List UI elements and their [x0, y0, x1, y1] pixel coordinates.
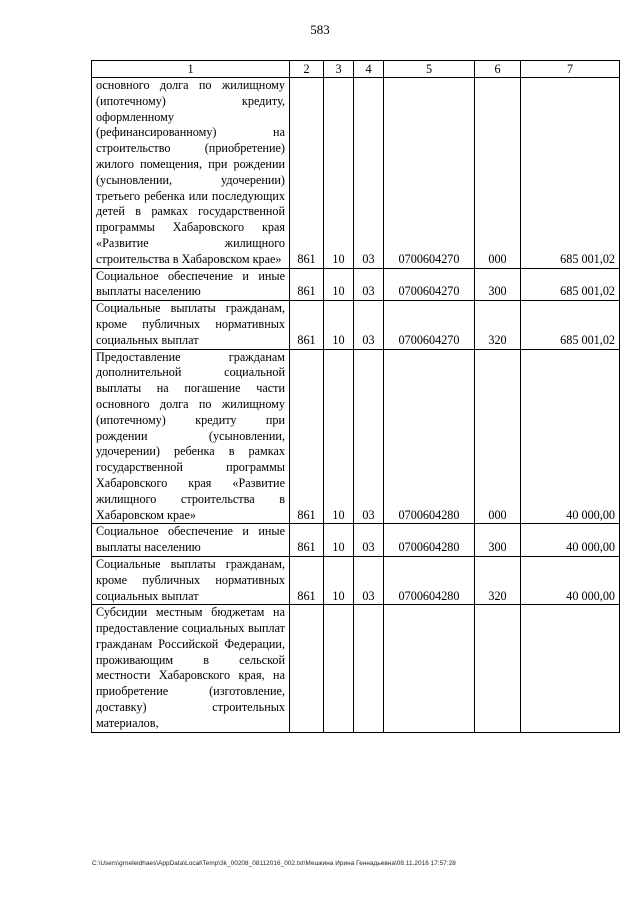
row-amount: 40 000,00 [521, 556, 620, 604]
header-col-7: 7 [521, 61, 620, 78]
row-ministry-code: 861 [290, 301, 324, 349]
table-row [92, 349, 620, 524]
table-row [92, 78, 620, 269]
table-row [92, 524, 620, 557]
row-description: основного долга по жилищному (ипотечному) кредиту, оформленному (рефинансированному) на строительство (приобретение) жилого помещения, при рождении (усыновлении, удочерении) третьего ребенка или последующих детей в рамках государственной программы Хабаровского края «Развитие жилищного строительства в Хабаровском крае» [92, 78, 290, 269]
row-amount [521, 605, 620, 732]
row-description: Субсидии местным бюджетам на предоставление социальных выплат гражданам Российской Федерации, проживающим в сельской местности Хабаровского края, на приобретение (изготовление, доставку) строительных материалов, [92, 605, 290, 732]
row-subsection: 03 [354, 349, 384, 524]
row-subsection: 03 [354, 268, 384, 301]
row-ministry-code: 861 [290, 268, 324, 301]
row-expense-type: 320 [475, 556, 521, 604]
row-expense-type: 300 [475, 524, 521, 557]
row-ministry-code: 861 [290, 556, 324, 604]
file-path-footer: C:\Users\grneleidhaes\AppData\Local\Temp\3k_00208_08112016_002.txt\Мешкина Ирина Геннадьевна\08.11.2016 17:57:28 [92, 860, 456, 867]
table-header-row [92, 61, 620, 78]
row-description: Социальное обеспечение и иные выплаты населению [92, 524, 290, 557]
row-target-article: 0700604280 [384, 524, 475, 557]
row-amount: 685 001,02 [521, 78, 620, 269]
row-target-article: 0700604270 [384, 268, 475, 301]
table-row [92, 268, 620, 301]
row-ministry-code [290, 605, 324, 732]
row-description: Социальное обеспечение и иные выплаты населению [92, 268, 290, 301]
row-section: 10 [324, 301, 354, 349]
row-ministry-code: 861 [290, 78, 324, 269]
row-ministry-code: 861 [290, 349, 324, 524]
header-col-6: 6 [475, 61, 521, 78]
header-col-4: 4 [354, 61, 384, 78]
table-row [92, 556, 620, 604]
row-subsection: 03 [354, 78, 384, 269]
row-subsection: 03 [354, 301, 384, 349]
header-col-2: 2 [290, 61, 324, 78]
header-col-5: 5 [384, 61, 475, 78]
row-section [324, 605, 354, 732]
row-section: 10 [324, 556, 354, 604]
row-target-article: 0700604280 [384, 556, 475, 604]
row-subsection: 03 [354, 556, 384, 604]
row-target-article: 0700604280 [384, 349, 475, 524]
page-number: 583 [310, 22, 330, 37]
row-expense-type: 300 [475, 268, 521, 301]
row-section: 10 [324, 78, 354, 269]
row-target-article: 0700604270 [384, 78, 475, 269]
table-row [92, 301, 620, 349]
row-amount: 685 001,02 [521, 268, 620, 301]
row-section: 10 [324, 524, 354, 557]
header-col-1: 1 [92, 61, 290, 78]
row-subsection [354, 605, 384, 732]
row-expense-type [475, 605, 521, 732]
row-expense-type: 000 [475, 349, 521, 524]
row-description: Социальные выплаты гражданам, кроме публичных нормативных социальных выплат [92, 556, 290, 604]
row-amount: 40 000,00 [521, 349, 620, 524]
budget-table [91, 60, 620, 733]
row-amount: 40 000,00 [521, 524, 620, 557]
row-expense-type: 000 [475, 78, 521, 269]
row-target-article [384, 605, 475, 732]
row-description: Социальные выплаты гражданам, кроме публичных нормативных социальных выплат [92, 301, 290, 349]
row-section: 10 [324, 268, 354, 301]
table-row [92, 605, 620, 732]
header-col-3: 3 [324, 61, 354, 78]
row-subsection: 03 [354, 524, 384, 557]
row-target-article: 0700604270 [384, 301, 475, 349]
row-expense-type: 320 [475, 301, 521, 349]
row-ministry-code: 861 [290, 524, 324, 557]
row-description: Предоставление гражданам дополнительной социальной выплаты на погашение части основного долга по жилищному (ипотечному) кредиту при рождении (усыновлении, удочерении) ребенка в рамках государственной программы Хабаровского края «Развитие жилищного строительства в Хабаровском крае» [92, 349, 290, 524]
row-amount: 685 001,02 [521, 301, 620, 349]
row-section: 10 [324, 349, 354, 524]
